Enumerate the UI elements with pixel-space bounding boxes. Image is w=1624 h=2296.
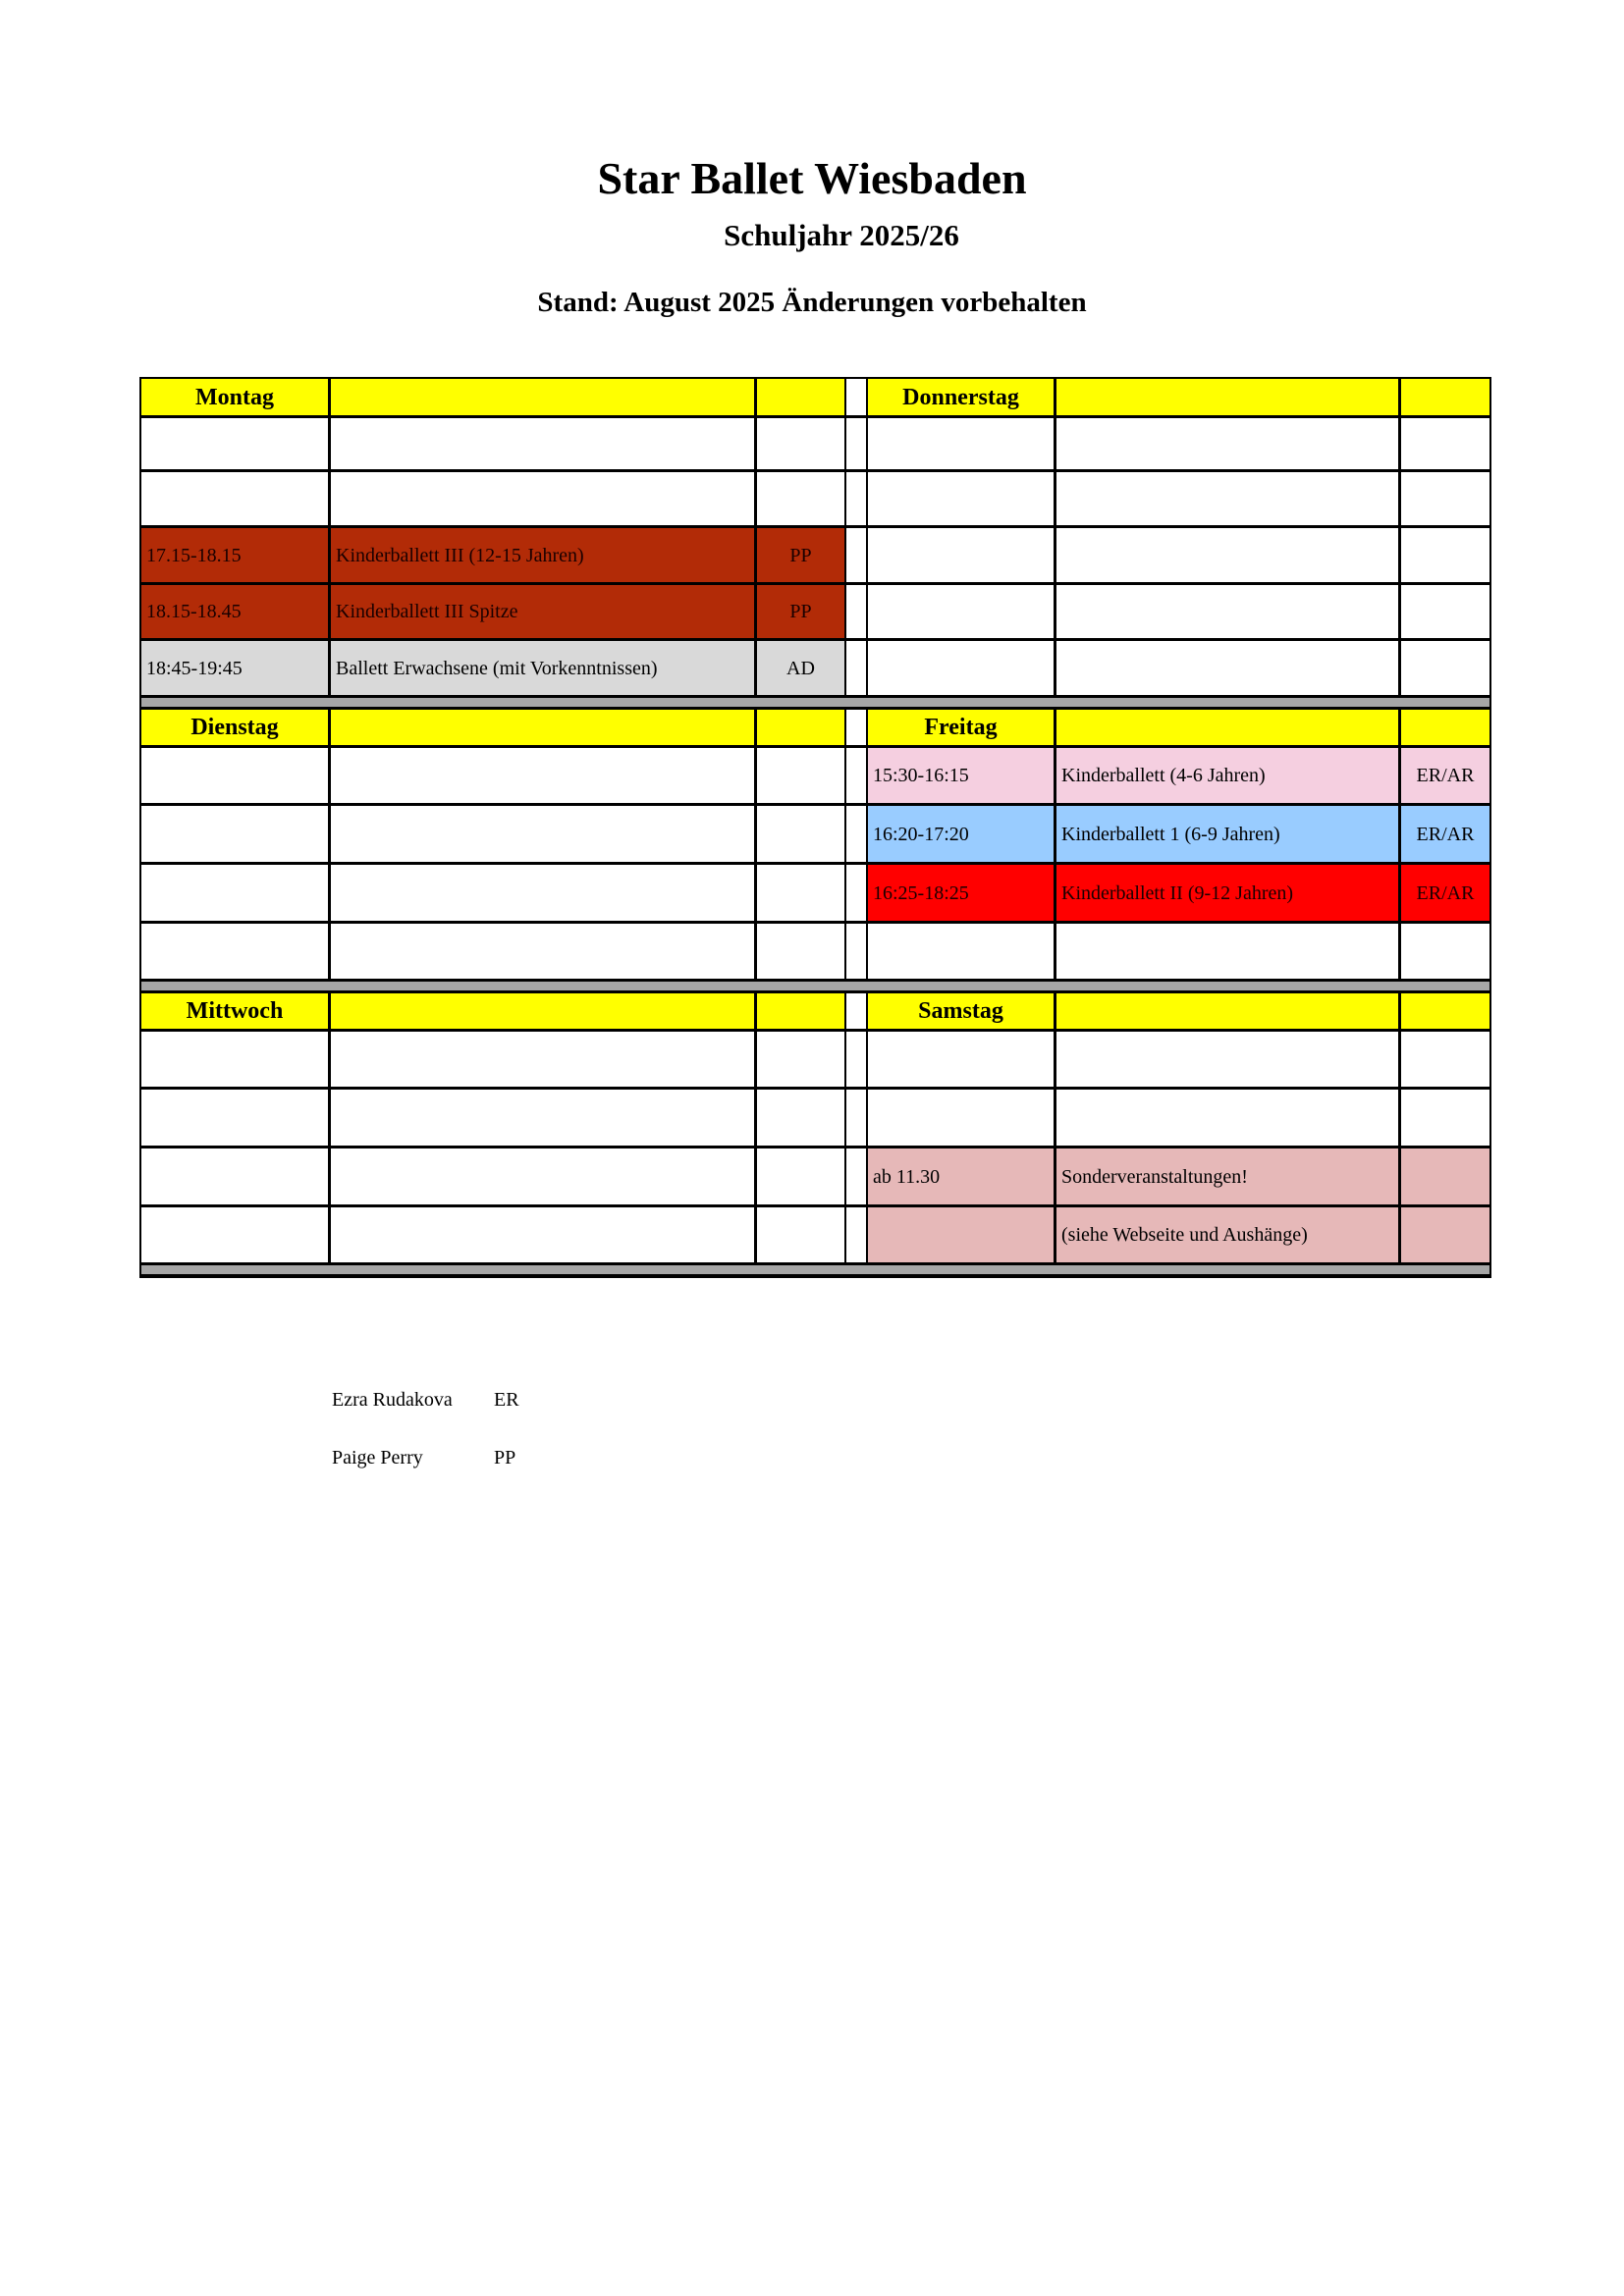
- teacher-cell: [1401, 1207, 1489, 1262]
- course-cell: Kinderballett III Spitze: [331, 585, 754, 638]
- course-cell: [331, 806, 754, 862]
- course-cell: Kinderballett III (12-15 Jahren): [331, 528, 754, 582]
- teacher-cell: [1401, 472, 1489, 525]
- time-cell: [141, 748, 328, 803]
- teacher-cell: [757, 1148, 844, 1204]
- day-header-blank: [331, 993, 754, 1029]
- course-cell: [1056, 528, 1398, 582]
- course-cell: [1056, 585, 1398, 638]
- time-cell: [868, 1090, 1054, 1146]
- course-cell: Kinderballett (4-6 Jahren): [1056, 748, 1398, 803]
- legend-name: Paige Perry: [332, 1447, 423, 1468]
- day-header-montag: Montag: [141, 379, 328, 415]
- time-cell: 18.15-18.45: [141, 585, 328, 638]
- time-cell: 16:20-17:20: [868, 806, 1054, 862]
- school-year: Schuljahr 2025/26: [724, 218, 959, 252]
- teacher-cell: [757, 418, 844, 469]
- time-cell: 15:30-16:15: [868, 748, 1054, 803]
- separator-cell: [846, 924, 866, 979]
- teacher-cell: [1401, 418, 1489, 469]
- teacher-cell: ER/AR: [1401, 748, 1489, 803]
- teacher-cell: [1401, 1032, 1489, 1087]
- course-cell: [331, 1090, 754, 1146]
- time-cell: [141, 1148, 328, 1204]
- legend-name: Ezra Rudakova: [332, 1389, 453, 1411]
- teacher-cell: [757, 806, 844, 862]
- time-cell: 17.15-18.15: [141, 528, 328, 582]
- course-cell: (siehe Webseite und Aushänge): [1056, 1207, 1398, 1262]
- teacher-cell: PP: [757, 528, 844, 582]
- day-header-donnerstag: Donnerstag: [868, 379, 1054, 415]
- separator-cell: [846, 710, 866, 745]
- separator-cell: [846, 993, 866, 1029]
- time-cell: 16:25-18:25: [868, 865, 1054, 921]
- day-header-blank: [757, 379, 844, 415]
- time-cell: [868, 472, 1054, 525]
- day-header-blank: [1056, 710, 1398, 745]
- separator-cell: [846, 585, 866, 638]
- separator-cell: [846, 1032, 866, 1087]
- separator-cell: [846, 379, 866, 415]
- time-cell: [868, 1032, 1054, 1087]
- teacher-cell: [1401, 1090, 1489, 1146]
- time-cell: [868, 418, 1054, 469]
- teacher-cell: [757, 924, 844, 979]
- teacher-cell: [757, 865, 844, 921]
- teacher-cell: ER/AR: [1401, 806, 1489, 862]
- section-separator: [141, 1265, 1489, 1274]
- course-cell: Kinderballett 1 (6-9 Jahren): [1056, 806, 1398, 862]
- time-cell: [141, 1032, 328, 1087]
- schedule-table: [139, 377, 1491, 1278]
- time-cell: [868, 1207, 1054, 1262]
- separator-cell: [846, 865, 866, 921]
- time-cell: 18:45-19:45: [141, 641, 328, 695]
- time-cell: [868, 924, 1054, 979]
- course-cell: [1056, 641, 1398, 695]
- teacher-cell: [1401, 585, 1489, 638]
- course-cell: [1056, 924, 1398, 979]
- day-header-blank: [1056, 379, 1398, 415]
- day-header-blank: [1401, 710, 1489, 745]
- separator-cell: [846, 806, 866, 862]
- teacher-cell: [757, 748, 844, 803]
- day-header-blank: [1401, 379, 1489, 415]
- separator-cell: [846, 1148, 866, 1204]
- time-cell: ab 11.30: [868, 1148, 1054, 1204]
- course-cell: [331, 1032, 754, 1087]
- day-header-blank: [331, 379, 754, 415]
- separator-cell: [846, 1090, 866, 1146]
- time-cell: [868, 641, 1054, 695]
- section-separator: [141, 698, 1489, 707]
- day-header-blank: [1401, 993, 1489, 1029]
- day-header-blank: [331, 710, 754, 745]
- time-cell: [141, 806, 328, 862]
- course-cell: [331, 924, 754, 979]
- time-cell: [868, 585, 1054, 638]
- time-cell: [868, 528, 1054, 582]
- teacher-cell: [757, 1207, 844, 1262]
- day-header-blank: [757, 993, 844, 1029]
- time-cell: [141, 1207, 328, 1262]
- teacher-cell: [757, 1032, 844, 1087]
- course-cell: [331, 418, 754, 469]
- teacher-cell: [757, 472, 844, 525]
- teacher-cell: [1401, 528, 1489, 582]
- time-cell: [141, 1090, 328, 1146]
- legend-code: PP: [494, 1447, 516, 1468]
- section-separator: [141, 982, 1489, 990]
- course-cell: [1056, 1032, 1398, 1087]
- course-cell: [331, 1207, 754, 1262]
- separator-cell: [846, 418, 866, 469]
- course-cell: [1056, 1090, 1398, 1146]
- separator-cell: [846, 641, 866, 695]
- separator-cell: [846, 528, 866, 582]
- day-header-mittwoch: Mittwoch: [141, 993, 328, 1029]
- course-cell: [1056, 418, 1398, 469]
- teacher-cell: [1401, 1148, 1489, 1204]
- course-cell: Sonderveranstaltungen!: [1056, 1148, 1398, 1204]
- course-cell: [331, 865, 754, 921]
- time-cell: [141, 924, 328, 979]
- day-header-dienstag: Dienstag: [141, 710, 328, 745]
- time-cell: [141, 472, 328, 525]
- day-header-samstag: Samstag: [868, 993, 1054, 1029]
- day-header-blank: [1056, 993, 1398, 1029]
- legend-code: ER: [494, 1389, 519, 1411]
- page-title: Star Ballet Wiesbaden: [597, 153, 1027, 203]
- course-cell: [331, 748, 754, 803]
- teacher-cell: PP: [757, 585, 844, 638]
- course-cell: [1056, 472, 1398, 525]
- teacher-cell: [1401, 641, 1489, 695]
- time-cell: [141, 418, 328, 469]
- course-cell: Ballett Erwachsene (mit Vorkenntnissen): [331, 641, 754, 695]
- course-cell: [331, 472, 754, 525]
- teacher-cell: [1401, 924, 1489, 979]
- teacher-cell: ER/AR: [1401, 865, 1489, 921]
- teacher-cell: AD: [757, 641, 844, 695]
- day-header-freitag: Freitag: [868, 710, 1054, 745]
- course-cell: Kinderballett II (9-12 Jahren): [1056, 865, 1398, 921]
- separator-cell: [846, 1207, 866, 1262]
- separator-cell: [846, 748, 866, 803]
- time-cell: [141, 865, 328, 921]
- teacher-cell: [757, 1090, 844, 1146]
- status-note: Stand: August 2025 Änderungen vorbehalten: [537, 287, 1087, 318]
- separator-cell: [846, 472, 866, 525]
- day-header-blank: [757, 710, 844, 745]
- course-cell: [331, 1148, 754, 1204]
